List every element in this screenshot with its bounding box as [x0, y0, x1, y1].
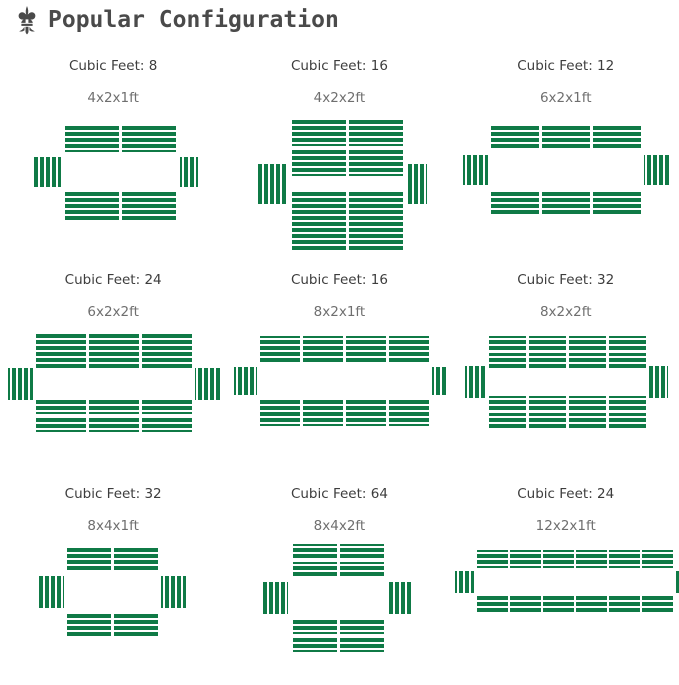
page-title: Popular Configuration: [48, 7, 339, 33]
cubic-feet-label: Cubic Feet: 64: [290, 486, 388, 502]
cubic-feet-label: Cubic Feet: 16: [290, 58, 388, 74]
config-cell: [0, 42, 226, 256]
fleur-de-lis-icon: [14, 5, 40, 35]
cubic-feet-label: Cubic Feet: 8: [68, 58, 158, 74]
dimensions-label: 6x2x1ft: [539, 90, 592, 106]
configuration-diagram: [0, 114, 226, 256]
config-cell: [226, 42, 452, 256]
configuration-diagram: [226, 328, 452, 470]
cubic-feet-label: Cubic Feet: 24: [64, 272, 162, 288]
config-cell: [453, 470, 679, 684]
cubic-feet-label: Cubic Feet: 32: [517, 272, 615, 288]
configuration-diagram: [0, 328, 226, 470]
config-cell: [226, 256, 452, 470]
cubic-feet-label: Cubic Feet: 32: [64, 486, 162, 502]
configuration-diagram: [0, 542, 226, 684]
dimensions-label: 4x2x1ft: [87, 90, 139, 106]
diagram-12x2x1: [453, 542, 679, 632]
diagram-8x4x1: [33, 542, 193, 652]
cubic-feet-label: Cubic Feet: 16: [290, 272, 388, 288]
configuration-diagram: [453, 328, 679, 470]
diagram-8x4x2: [257, 542, 422, 667]
diagram-4x2x1: [28, 114, 198, 244]
configuration-diagram: [226, 114, 452, 259]
dimensions-label: 8x2x2ft: [539, 304, 592, 320]
config-cell: [226, 470, 452, 684]
dimensions-label: 4x2x2ft: [313, 90, 366, 106]
dimensions-label: 8x4x1ft: [87, 518, 139, 534]
diagram-8x2x1: [232, 328, 447, 443]
config-cell: [0, 470, 226, 684]
config-cell: [453, 256, 679, 470]
config-cell: [0, 256, 226, 470]
dimensions-label: 12x2x1ft: [535, 518, 596, 534]
diagram-6x2x1: [461, 114, 671, 244]
config-cell: [453, 42, 679, 256]
configuration-diagram: [453, 114, 679, 256]
diagram-6x2x2: [6, 328, 221, 443]
dimensions-label: 6x2x2ft: [87, 304, 139, 320]
diagram-4x2x2: [252, 114, 427, 259]
page-header: [0, 0, 679, 36]
dimensions-label: 8x2x1ft: [313, 304, 366, 320]
cubic-feet-label: Cubic Feet: 24: [517, 486, 615, 502]
configuration-grid: [0, 42, 679, 684]
diagram-8x2x2: [463, 328, 668, 443]
cubic-feet-label: Cubic Feet: 12: [517, 58, 615, 74]
dimensions-label: 8x4x2ft: [313, 518, 366, 534]
configuration-diagram: [453, 542, 679, 684]
configuration-diagram: [226, 542, 452, 684]
